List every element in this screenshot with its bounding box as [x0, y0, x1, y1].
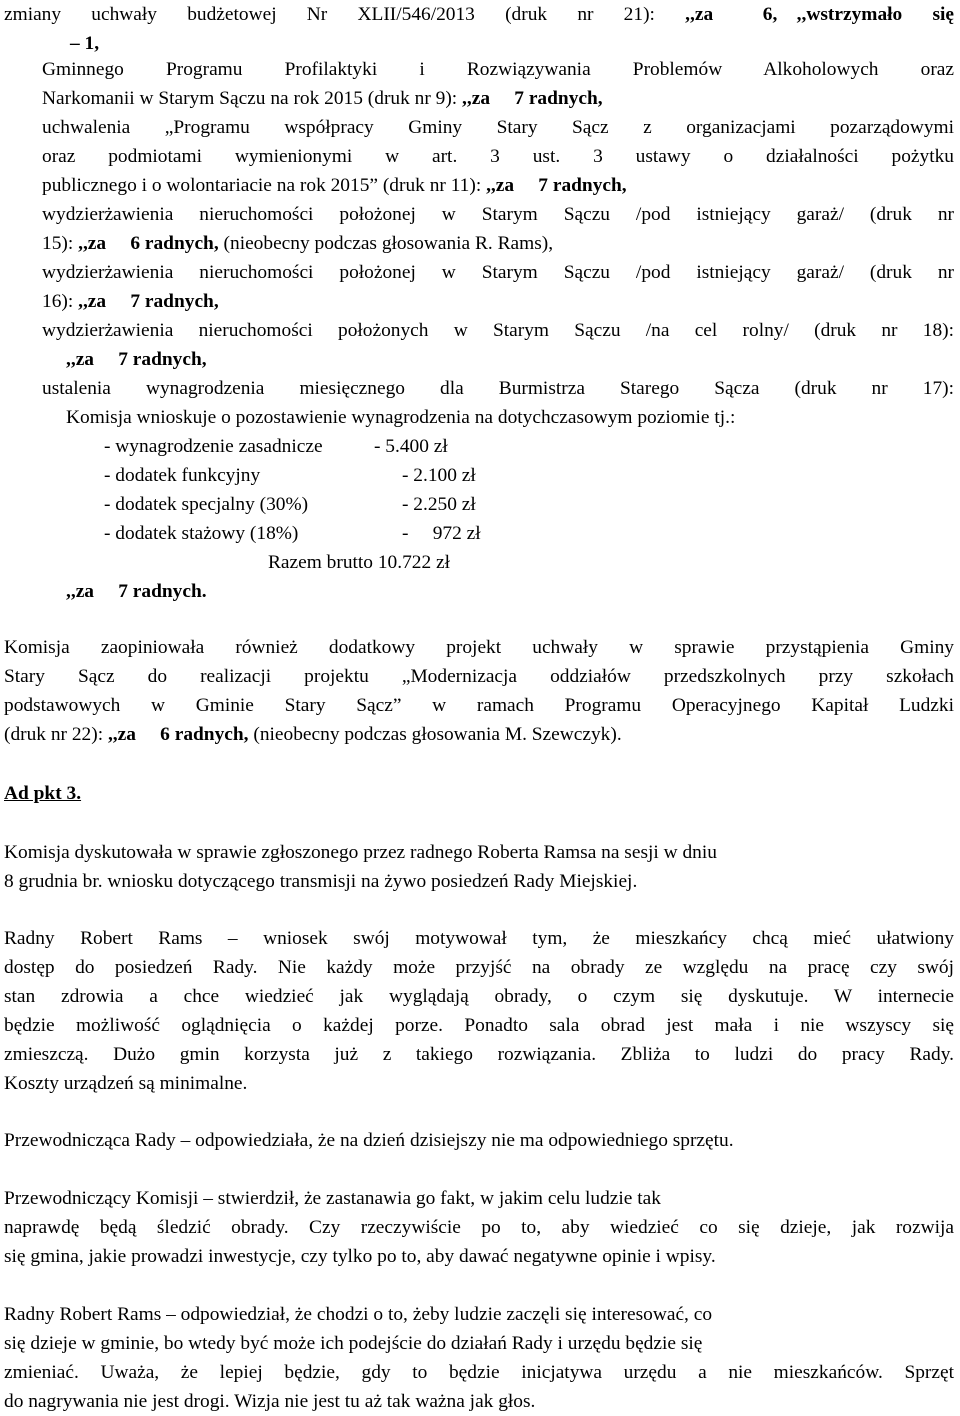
vote-item-cooperation-line1: uchwalenia „Programu współpracy Gminy Stary Sącz z organizacjami pozarządowymi: [42, 117, 954, 138]
vote-result-continued: – 1,: [70, 33, 100, 54]
vote-result: ,,za 6 radnych,: [78, 233, 219, 254]
item-text: zmiany uchwały budżetowej Nr XLII/546/2013 (druk nr 21):: [4, 4, 686, 25]
p2-line4: będzie możliwość oglądnięcia o każdej porze. Ponadto sala obrad jest mała i nie wszyscy się: [4, 1015, 954, 1036]
salary-amount-special: - 2.250 zł: [402, 494, 476, 515]
vote-item-cooperation-line2: oraz podmiotami wymienionymi w art. 3 ust. 3 ustawy o działalności pożytku: [42, 146, 954, 167]
p2-line5: zmieszczą. Dużo gmin korzysta już z takiego rozwiązania. Zbliża to ludzi do pracy Rady.: [4, 1044, 954, 1065]
vote-item-budget: [4, 0, 954, 29]
p4-line3: się gmina, jakie prowadzi inwestycje, czy tylko po to, aby dawać negatywne opinie i wpisy.: [4, 1246, 716, 1267]
vote-item-cooperation-line3: [42, 171, 627, 200]
vote-item-lease-garage-15-line2: [42, 229, 553, 258]
extra-project-line1: Komisja zaopiniowała również dodatkowy projekt uchwały w sprawie przystąpienia Gminy: [4, 637, 954, 658]
extra-project-line3: podstawowych w Gminie Stary Sącz” w ramach Programu Operacyjnego Kapitał Ludzki: [4, 695, 954, 716]
vote-item-lease-garage-16-line2: [42, 287, 219, 316]
salary-label-function: - dodatek funkcyjny: [104, 465, 261, 486]
p2-line1: Radny Robert Rams – wniosek swój motywował tym, że mieszkańcy chcą mieć ułatwiony: [4, 928, 954, 949]
section-heading: Ad pkt 3.: [4, 783, 82, 804]
vote-item-alcohol-program-line2: [42, 84, 603, 113]
vote-result: ,,za 6, ,,wstrzymało się: [685, 4, 954, 25]
vote-result: ,,za 6 radnych,: [107, 724, 249, 745]
p2-line3: stan zdrowia a chce wiedzieć jak wyglądają obrady, o czym się dyskutuje. W internecie: [4, 986, 954, 1007]
salary-label-base: - wynagrodzenie zasadnicze: [104, 436, 323, 457]
p1-line1: Komisja dyskutowała w sprawie zgłoszonego przez radnego Roberta Ramsa na sesji w dniu: [4, 842, 717, 863]
vote-item-mayor-salary-line2: Komisja wnioskuje o pozostawienie wynagrodzenia na dotychczasowym poziomie tj.:: [66, 407, 736, 428]
p4-line1: Przewodniczący Komisji – stwierdził, że zastanawia go fakt, w jakim celu ludzie tak: [4, 1188, 661, 1209]
p5-line1: Radny Robert Rams – odpowiedział, że chodzi o to, żeby ludzie zaczęli się interesować, co: [4, 1304, 713, 1325]
salary-vote: ,,za 7 radnych.: [66, 581, 207, 602]
p5-line3: zmieniać. Uważa, że lepiej będzie, gdy to będzie inicjatywa urzędu a nie mieszkańców. Sprzęt: [4, 1362, 954, 1383]
vote-result: ,,za 7 radnych,: [486, 175, 627, 196]
p3-line1: Przewodnicząca Rady – odpowiedziała, że na dzień dzisiejszy nie ma odpowiedniego sprzętu.: [4, 1130, 734, 1151]
vote-item-mayor-salary-line1: ustalenia wynagrodzenia miesięcznego dla Burmistrza Starego Sącza (druk nr 17):: [42, 378, 954, 399]
salary-amount-base: - 5.400 zł: [374, 436, 448, 457]
vote-item-lease-agricultural-vote: ,,za 7 radnych,: [66, 349, 207, 370]
vote-result: ,,za 7 radnych,: [462, 88, 603, 109]
salary-amount-seniority: - 972 zł: [402, 523, 481, 544]
p2-line2: dostęp do posiedzeń Rady. Nie każdy może przyjść na obrady ze względu na pracę czy swój: [4, 957, 954, 978]
salary-total: Razem brutto 10.722 zł: [268, 552, 451, 573]
salary-amount-function: - 2.100 zł: [402, 465, 476, 486]
p2-line6: Koszty urządzeń są minimalne.: [4, 1073, 248, 1094]
p5-line4: do nagrywania nie jest drogi. Wizja nie jest tu aż tak ważna jak głos.: [4, 1391, 536, 1412]
extra-project-line4: [4, 720, 622, 749]
item-text: Narkomanii w Starym Sączu na rok 2015 (druk nr 9):: [42, 88, 463, 109]
salary-label-special: - dodatek specjalny (30%): [104, 494, 309, 515]
item-text: 16):: [42, 291, 79, 312]
item-text: publicznego i o wolontariacie na rok 2015” (druk nr 11):: [42, 175, 487, 196]
vote-result: ,,za 7 radnych,: [78, 291, 219, 312]
item-text: 15):: [42, 233, 79, 254]
vote-item-lease-garage-15-line1: wydzierżawienia nieruchomości położonej w Starym Sączu /pod istniejący garaż/ (druk nr: [42, 204, 954, 225]
p5-line2: się dzieje w gminie, bo wtedy być może ich podejście do działań Rady i urzędu będzie się: [4, 1333, 703, 1354]
vote-item-lease-garage-16-line1: wydzierżawienia nieruchomości położonej w Starym Sączu /pod istniejący garaż/ (druk nr: [42, 262, 954, 283]
item-note: (nieobecny podczas głosowania R. Rams),: [218, 233, 554, 254]
item-note: (nieobecny podczas głosowania M. Szewczyk).: [248, 724, 622, 745]
item-text: (druk nr 22):: [4, 724, 108, 745]
extra-project-line2: Stary Sącz do realizacji projektu „Modernizacja oddziałów przedszkolnych przy szkołach: [4, 666, 954, 687]
vote-item-alcohol-program-line1: Gminnego Programu Profilaktyki i Rozwiązywania Problemów Alkoholowych oraz: [42, 59, 954, 80]
vote-item-lease-agricultural-line1: wydzierżawienia nieruchomości położonych w Starym Sączu /na cel rolny/ (druk nr 18):: [42, 320, 954, 341]
salary-label-seniority: - dodatek stażowy (18%): [104, 523, 299, 544]
p4-line2: naprawdę będą śledzić obrady. Czy rzeczywiście po to, aby wiedzieć co się dzieje, jak rozwija: [4, 1217, 954, 1238]
p1-line2: 8 grudnia br. wniosku dotyczącego transmisji na żywo posiedzeń Rady Miejskiej.: [4, 871, 638, 892]
